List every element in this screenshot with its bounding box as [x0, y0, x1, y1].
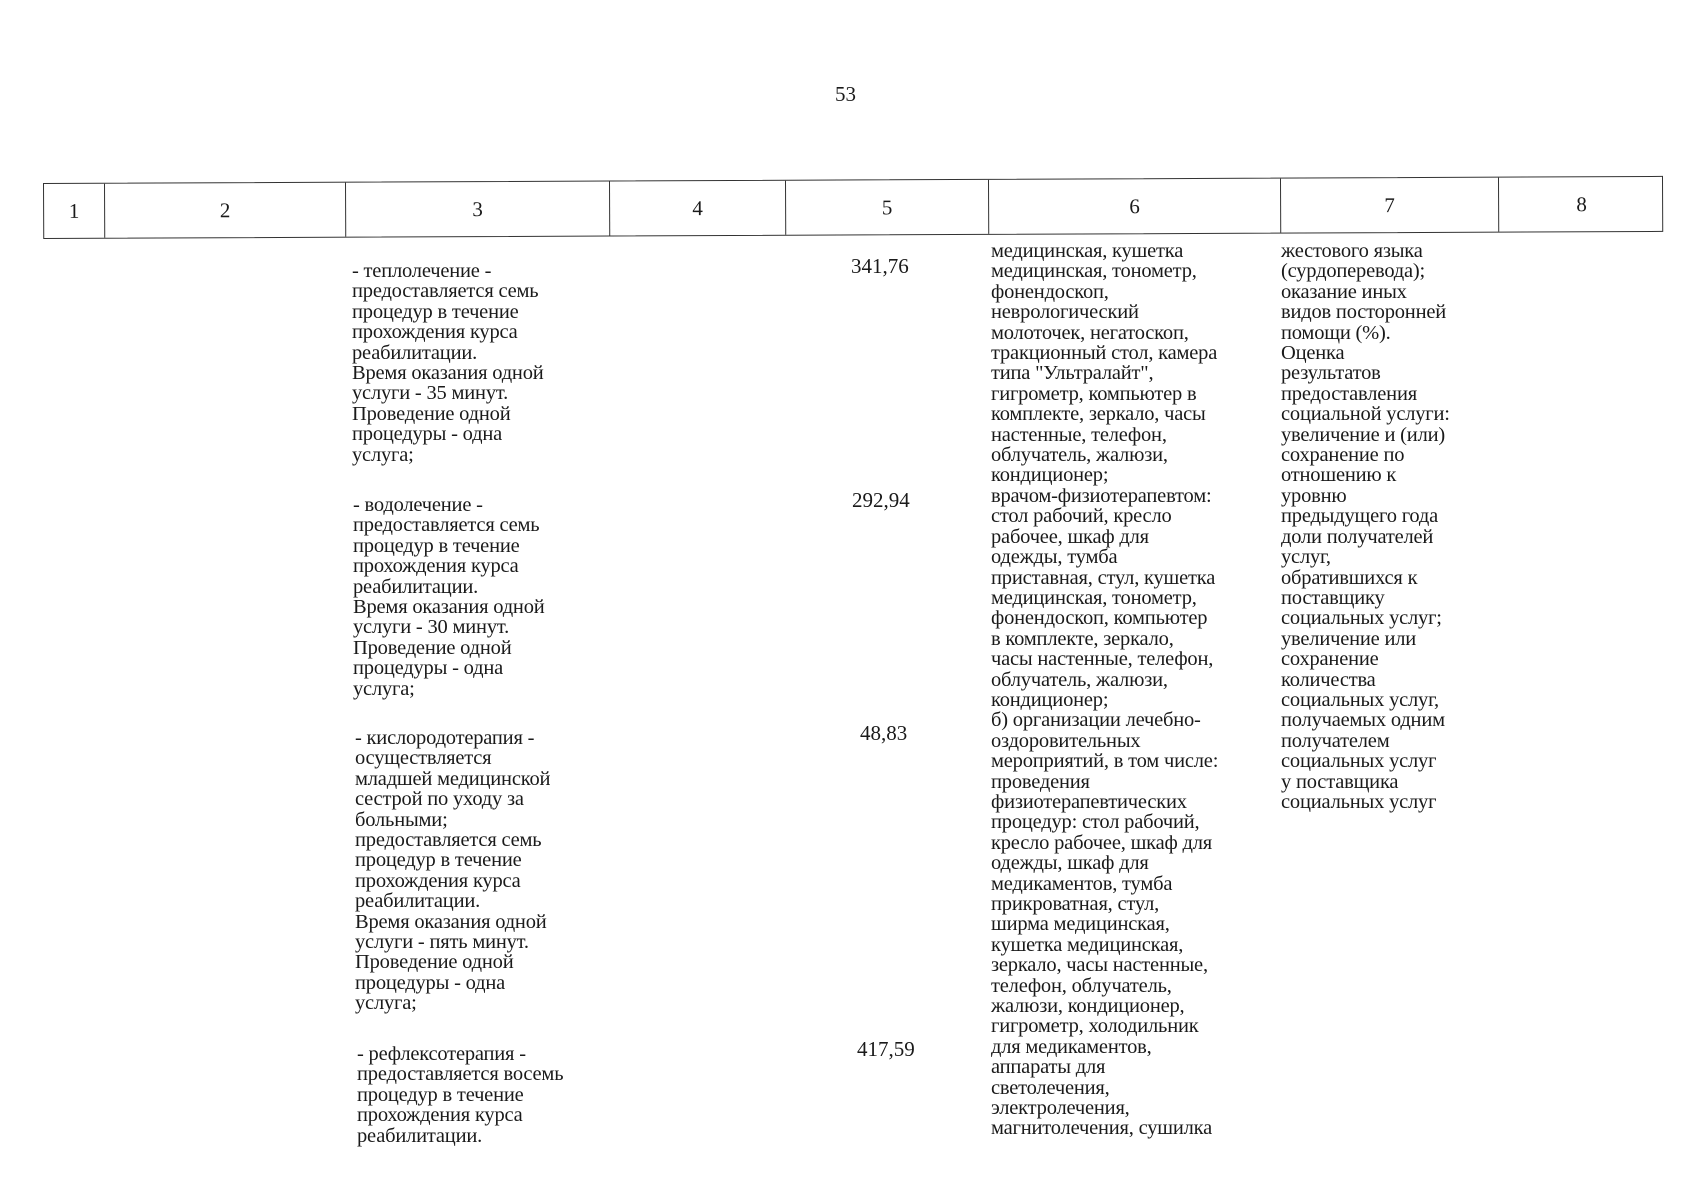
- header-cell-4: 4: [610, 181, 786, 236]
- page-number: 53: [835, 82, 856, 106]
- header-cell-2: 2: [105, 183, 346, 238]
- quality-indicators: жестового языка (сурдоперевода); оказание иных видов посторонней помощи (%). Оценка результатов предоставления социальной услуги: увеличение и (или) сохранение по отношению к уровню предыдущего года доли получателей услуг, обратившихся к поставщику социальных услуг; увеличение или сохранение количества социальных услуг, получаемых одним получателем социальных услуг у поставщика социальных услуг: [1281, 240, 1450, 813]
- service-price: 341,76: [851, 254, 909, 278]
- service-price: 292,94: [852, 488, 910, 512]
- service-description: - водолечение - предоставляется семь процедур в течение прохождения курса реабилитации. Время оказания одной услуги - 30 минут. Проведение одной процедуры - одна услуга;: [353, 494, 545, 700]
- header-cell-7: 7: [1281, 178, 1499, 233]
- header-cell-8: 8: [1576, 191, 1587, 216]
- service-description: - теплолечение - предоставляется семь процедур в течение прохождения курса реабилитации. Время оказания одной услуги - 35 минут. Проведение одной процедуры - одна услуга;: [352, 260, 544, 466]
- service-description: - кислородотерапия - осуществляется младшей медицинской сестрой по уходу за больными; предоставляется семь процедур в течение прохождения курса реабилитации. Время оказания одной услуги - пять минут. Проведение одной процедуры - одна услуга;: [355, 727, 551, 1015]
- header-cell-1: 1: [44, 184, 105, 238]
- equipment-list: медицинская, кушетка медицинская, тонометр, фонендоскоп, неврологический молоточек, негатоскоп, тракционный стол, камера типа "Ультралайт", гигрометр, компьютер в комплекте, зеркало, часы настенные, телефон, облучатель, жалюзи, кондиционер; врачом-физиотерапевтом: стол рабочий, кресло рабочее, шкаф для одежды, тумба приставная, стул, кушетка медицинская, тонометр, фонендоскоп, компьютер в комплекте, зеркало, часы настенные, телефон, облучатель, жалюзи, кондиционер; б) организации лечебно- оздоровительных мероприятий, в том числе: проведения физиотерапевтических процедур: стол рабочий, кресло рабочее, шкаф для одежды, шкаф для медикаментов, тумба прикроватная, стул, ширма медицинская, кушетка медицинская, зеркало, часы настенные, телефон, облучатель, жалюзи, кондиционер, гигрометр, холодильник для медикаментов, аппараты для светолечения, электролечения, магнитолечения, сушилка: [991, 240, 1219, 1140]
- header-cell-3: 3: [346, 182, 610, 237]
- service-price: 417,59: [857, 1037, 915, 1061]
- service-price: 48,83: [860, 721, 908, 745]
- header-cell-6: 6: [989, 179, 1281, 234]
- service-description: - рефлексотерапия - предоставляется восемь процедур в течение прохождения курса реабилитации.: [357, 1043, 564, 1147]
- table-header-row: [43, 176, 1663, 239]
- header-cell-5: 5: [786, 180, 989, 235]
